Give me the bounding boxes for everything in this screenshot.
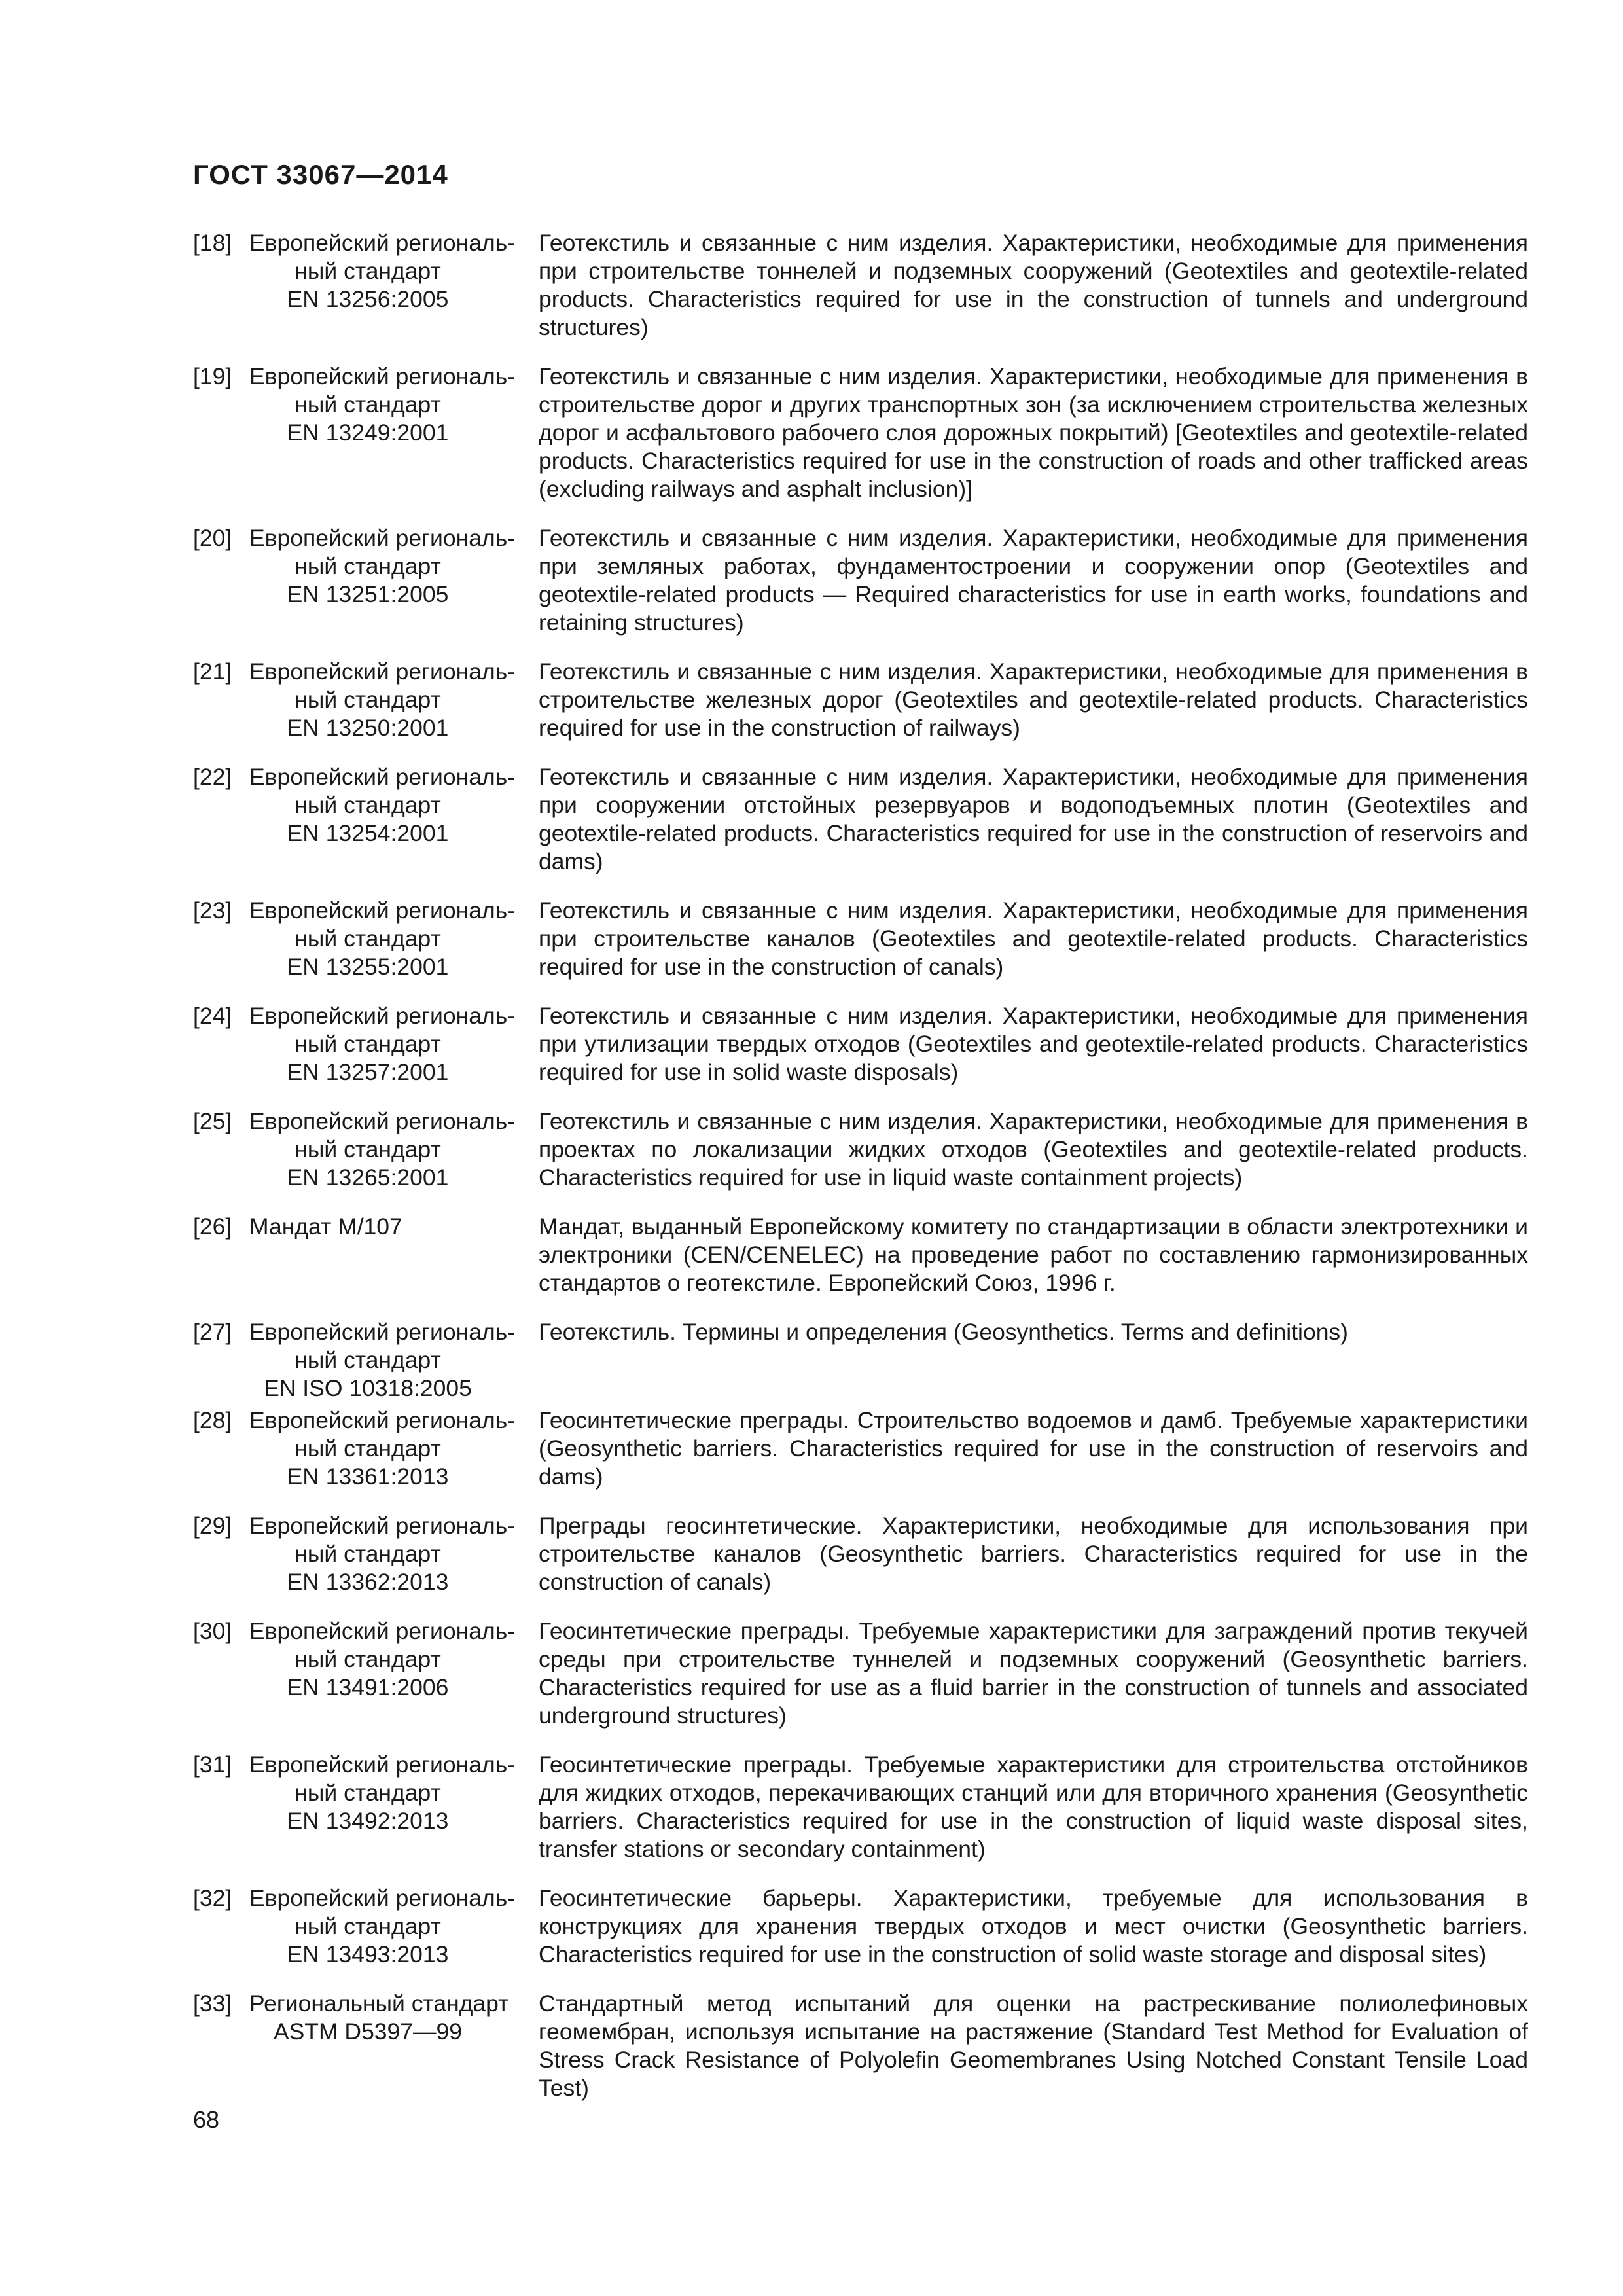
reference-source-line: ный стандарт [294, 792, 441, 818]
page-header: ГОСТ 33067—2014 [193, 159, 448, 190]
reference-description: Геосинтетические преграды. Строительство водоемов и дамб. Требуемые характеристики (Geosynthetic barriers. Characteristics required for use in the construction of reservoirs and dams) [539, 1407, 1528, 1490]
reference-source [249, 897, 539, 981]
reference-description: Геотекстиль и связанные с ним изделия. Характеристики, необходимые для применения в проектах по локализации жидких отходов (Geotextiles and geotextile-related products. Characteristics required for use in liquid waste containment projects) [539, 1108, 1528, 1191]
reference-source [249, 1512, 539, 1596]
reference-number: [26] [193, 1213, 232, 1240]
page-number: 68 [193, 2106, 220, 2133]
reference-source-line: ный стандарт [294, 1136, 441, 1162]
reference-number: [30] [193, 1618, 232, 1644]
reference-item [193, 658, 1528, 742]
reference-item [193, 1407, 1528, 1491]
reference-description: Стандартный метод испытаний для оценки на растрескивание полиолефиновых геомембран, используя испытание на растяжение (Standard Test Method for Evaluation of Stress Crack Resistance of Polyolefin Geomembranes Using Notched Constant Tensile Load Test) [539, 1990, 1528, 2101]
reference-description: Геотекстиль. Термины и определения (Geosynthetics. Terms and definitions) [539, 1319, 1349, 1345]
reference-source-line: ный стандарт [294, 1031, 441, 1057]
reference-item [193, 524, 1528, 637]
reference-source [249, 1213, 539, 1241]
reference-item [193, 229, 1528, 342]
reference-source-line: EN 13492:2013 [287, 1808, 449, 1834]
reference-number: [18] [193, 230, 232, 256]
reference-source-line: EN 13265:2001 [287, 1164, 449, 1191]
reference-number: [20] [193, 525, 232, 551]
reference-description: Геотекстиль и связанные с ним изделия. Характеристики, необходимые для применения при строительстве каналов (Geotextiles and geotextile-related products. Characteristics required for use in the construction of canals) [539, 897, 1528, 980]
reference-source [249, 1751, 539, 1835]
reference-source-line: Европейский региональ- [249, 1407, 516, 1433]
reference-source [249, 1990, 539, 2046]
reference-source [249, 763, 539, 848]
reference-source-line: EN 13251:2005 [287, 581, 449, 607]
reference-source-line: Европейский региональ- [249, 230, 516, 256]
reference-item [193, 1213, 1528, 1297]
reference-source [249, 1884, 539, 1969]
reference-source-line: EN 13493:2013 [287, 1941, 449, 1967]
reference-number: [19] [193, 363, 232, 389]
reference-description: Геотекстиль и связанные с ним изделия. Характеристики, необходимые для применения при сооружении отстойных резервуаров и водоподъемных плотин (Geotextiles and geotextile-related products. Characteristics required for use in the construction of reservoirs and dams) [539, 764, 1528, 874]
reference-description: Геотекстиль и связанные с ним изделия. Характеристики, необходимые для применения при земляных работах, фундаментостроении и сооружении опор (Geotextiles and geotextile-related products — Required characteristics for use in earth works, foundations and retaining structures) [539, 525, 1528, 636]
reference-source [249, 1407, 539, 1491]
reference-source [249, 524, 539, 609]
reference-source-line: ный стандарт [294, 925, 441, 952]
reference-item [193, 1002, 1528, 1086]
reference-description: Геотекстиль и связанные с ним изделия. Характеристики, необходимые для применения при утилизации твердых отходов (Geotextiles and geotextile-related products. Characteristics required for use in solid waste disposals) [539, 1003, 1528, 1085]
reference-source-line: ный стандарт [294, 1913, 441, 1939]
reference-source-line: Европейский региональ- [249, 1319, 516, 1345]
reference-source-line: EN 13255:2001 [287, 954, 449, 980]
reference-source-line: EN 13249:2001 [287, 420, 449, 446]
reference-item [193, 363, 1528, 503]
reference-source [249, 229, 539, 314]
reference-source-line: Европейский региональ- [249, 1513, 516, 1539]
reference-source-line: EN 13362:2013 [287, 1569, 449, 1595]
reference-number: [29] [193, 1513, 232, 1539]
reference-number: [24] [193, 1003, 232, 1029]
reference-source-line: Европейский региональ- [249, 1618, 516, 1644]
reference-item [193, 897, 1528, 981]
reference-item [193, 1617, 1528, 1730]
reference-source-line: ASTM D5397—99 [273, 2018, 463, 2045]
reference-source-line: Европейский региональ- [249, 764, 516, 790]
reference-source-line: Европейский региональ- [249, 897, 516, 924]
reference-source-line: ный стандарт [294, 1646, 441, 1672]
reference-number: [22] [193, 764, 232, 790]
reference-number: [28] [193, 1407, 232, 1433]
reference-source-line: ный стандарт [294, 1541, 441, 1567]
reference-source-line: EN ISO 10318:2005 [264, 1375, 472, 1401]
reference-description: Геосинтетические преграды. Требуемые характеристики для строительства отстойников для жидких отходов, перекачивающих станций или для вторичного хранения (Geosynthetic barriers. Characteristics required for use in the construction of liquid waste disposal sites, transfer stations or secondary containment) [539, 1751, 1528, 1862]
reference-source-line: EN 13491:2006 [287, 1674, 449, 1700]
reference-number: [25] [193, 1108, 232, 1134]
reference-item [193, 1751, 1528, 1863]
reference-source-line: ный стандарт [294, 391, 441, 418]
reference-source [249, 1617, 539, 1702]
reference-source-line: ный стандарт [294, 1780, 441, 1806]
reference-item [193, 763, 1528, 876]
reference-source-line: ный стандарт [294, 687, 441, 713]
reference-description: Геотекстиль и связанные с ним изделия. Характеристики, необходимые для применения в строительстве железных дорог (Geotextiles and geotextile-related products. Characteristics required for use in the construction of railways) [539, 658, 1528, 741]
reference-description: Геосинтетические барьеры. Характеристики, требуемые для использования в конструкциях для хранения твердых отходов и мест очистки (Geosynthetic barriers. Characteristics required for use in the construction of solid waste storage and disposal sites) [539, 1885, 1528, 1967]
reference-item [193, 1107, 1528, 1192]
reference-source-line: Европейский региональ- [249, 1108, 516, 1134]
reference-source-line: Европейский региональ- [249, 1751, 516, 1778]
reference-source [249, 658, 539, 742]
reference-source-line: Европейский региональ- [249, 363, 516, 389]
reference-source-line: ный стандарт [294, 1347, 441, 1373]
reference-source [249, 363, 539, 447]
reference-item [193, 1884, 1528, 1969]
reference-source-line: EN 13256:2005 [287, 286, 449, 312]
reference-source [249, 1107, 539, 1192]
reference-number: [21] [193, 658, 232, 685]
reference-description: Геотекстиль и связанные с ним изделия. Характеристики, необходимые для применения в строительстве дорог и других транспортных зон (за исключением строительства железных дорог и асфальтового рабочего слоя дорожных покрытий) [Geotextiles and geotextile-related products. Characteristics required for use in the construction of roads and other trafficked areas (excluding railways and asphalt inclusion)] [539, 363, 1528, 502]
reference-source-line: Европейский региональ- [249, 525, 516, 551]
reference-number: [32] [193, 1885, 232, 1911]
reference-source-line: Европейский региональ- [249, 1885, 516, 1911]
reference-source [249, 1318, 539, 1403]
reference-source-line: EN 13257:2001 [287, 1059, 449, 1085]
references-list [193, 229, 1528, 2123]
reference-source-line: EN 13250:2001 [287, 715, 449, 741]
reference-source-line: EN 13254:2001 [287, 820, 449, 846]
reference-source [249, 1002, 539, 1086]
reference-description: Преграды геосинтетические. Характеристики, необходимые для использования при строительстве каналов (Geosynthetic barriers. Characteristics required for use in the construction of canals) [539, 1513, 1528, 1595]
reference-source-line: Европейский региональ- [249, 1003, 516, 1029]
reference-item [193, 1512, 1528, 1596]
reference-number: [31] [193, 1751, 232, 1778]
reference-source-line: Мандат М/107 [249, 1213, 402, 1240]
reference-number: [33] [193, 1990, 232, 2017]
reference-description: Геотекстиль и связанные с ним изделия. Характеристики, необходимые для применения при строительстве тоннелей и подземных сооружений (Geotextiles and geotextile-related products. Characteristics required for use in the construction of tunnels and underground structures) [539, 230, 1528, 340]
reference-source-line: Европейский региональ- [249, 658, 516, 685]
reference-source-line: ный стандарт [294, 553, 441, 579]
reference-source-line: ный стандарт [294, 258, 441, 284]
reference-description: Геосинтетические преграды. Требуемые характеристики для заграждений против текучей среды при строительстве туннелей и подземных сооружений (Geosynthetic barriers. Characteristics required for use as a fluid barrier in the construction of tunnels and associated underground structures) [539, 1618, 1528, 1729]
reference-item [193, 1990, 1528, 2102]
reference-number: [23] [193, 897, 232, 924]
reference-source-line: ный стандарт [294, 1435, 441, 1462]
reference-source-line: EN 13361:2013 [287, 1463, 449, 1490]
reference-description: Мандат, выданный Европейскому комитету по стандартизации в области электротехники и электроники (CEN/CENELEC) на проведение работ по составлению гармонизированных стандартов о геотекстиле. Европейский Союз, 1996 г. [539, 1213, 1528, 1296]
reference-number: [27] [193, 1319, 232, 1345]
reference-source-line: Региональный стандарт [249, 1990, 509, 2017]
reference-item [193, 1318, 1528, 1403]
